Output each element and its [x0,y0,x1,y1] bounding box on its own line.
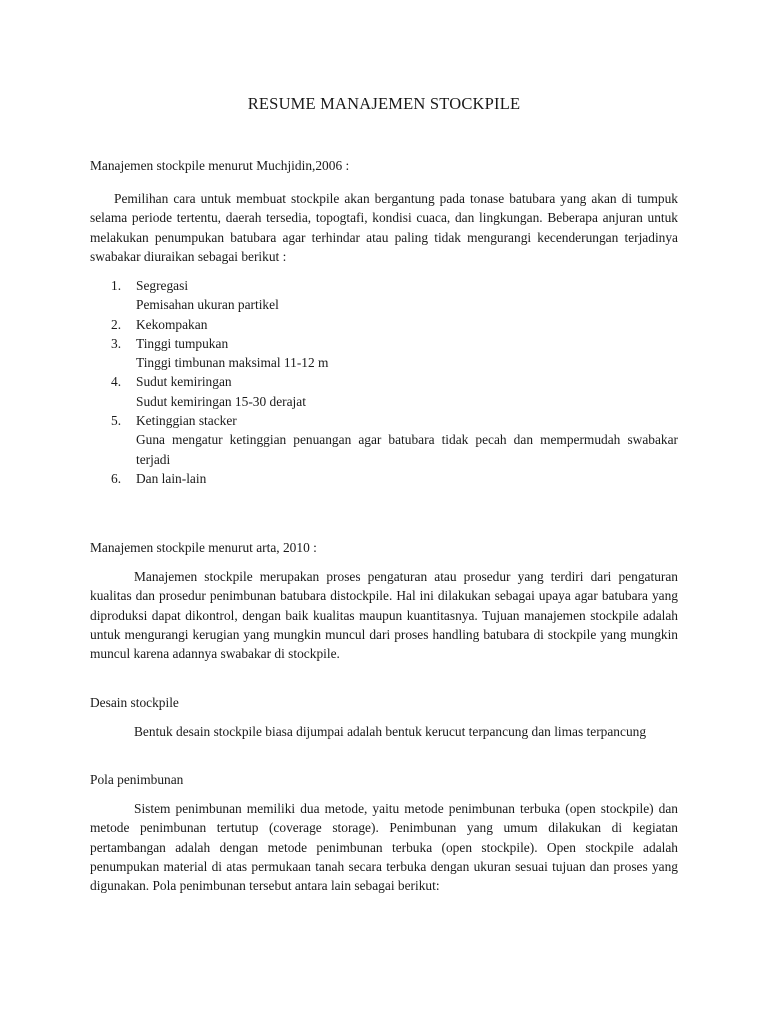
document-title: RESUME MANAJEMEN STOCKPILE [247,94,521,113]
list-item-label: Sudut kemiringan [136,374,232,390]
list-item-number: 2. [111,316,122,332]
section-heading-muchjidin: Manajemen stockpile menurut Muchjidin,2006 : [90,158,350,173]
list-item-detail: Pemisahan ukuran partikel [136,297,279,313]
list-item-number: 3. [111,335,122,351]
list-item [90,276,678,315]
list-item-detail: Sudut kemiringan 15-30 derajat [136,393,306,409]
list-item-label: Kekompakan [136,316,208,332]
list-item-detail: Guna mengatur ketinggian penuangan agar batubara tidak pecah dan mempermudah swabakar terjadi [136,432,678,467]
paragraph-pola: Sistem penimbunan memiliki dua metode, yaitu metode penimbunan terbuka (open stockpile) dan metode penimbunan tertutup (coverage storage). Penimbunan yang umum dilakukan di kegiatan pertambangan adalah dengan metode penimbunan terbuka (open stockpile). Open stockpile adalah penumpukan material di atas permukaan tanah secara terbuka dengan ukuran sesuai tujuan dan proses yang digunakan. Pola penimbunan tersebut antara lain sebagai berikut: [90,801,678,894]
list-item-label: Ketinggian stacker [136,413,237,429]
paragraph-arta: Manajemen stockpile merupakan proses pengaturan atau prosedur yang terdiri dari pengaturan kualitas dan prosedur penimbunan batubara distockpile. Hal ini dilakukan sebagai upaya agar batubara yang diproduksi dapat dikontrol, dengan baik kualitas maupun kuantitasnya. Tujuan manajemen stockpile adalah untuk mengurangi kerugian yang mungkin muncul dari proses handling batubara di stockpile yang mungkin muncul karena adannya swabakar di stockpile. [90,569,678,662]
paragraph-muchjidin: Pemilihan cara untuk membuat stockpile akan bergantung pada tonase batubara yang akan di tumpuk selama periode tertentu, daerah tersedia, topogtafi, kondisi cuaca, dan lingkungan. Beberapa anjuran untuk melakukan penumpukan batubara agar terhindar atau paling tidak mengurangi kecenderungan terjadinya swabakar diuraikan sebagai berikut : [90,191,678,264]
list-item [90,469,678,488]
list-item-label: Dan lain-lain [136,470,207,486]
list-item-number: 6. [111,470,122,486]
section-heading-pola: Pola penimbunan [90,772,184,787]
list-item-label: Tinggi tumpukan [136,335,229,351]
section-heading-desain: Desain stockpile [90,695,179,710]
paragraph-desain: Bentuk desain stockpile biasa dijumpai adalah bentuk kerucut terpancung dan limas terpancung [134,724,647,739]
list-item-label: Segregasi [136,278,189,293]
list-item-number: 1. [111,278,122,293]
list-item-number: 5. [111,413,122,429]
section-heading-arta: Manajemen stockpile menurut arta, 2010 : [90,540,317,555]
list-item [90,315,678,334]
list-item-detail: Tinggi timbunan maksimal 11-12 m [136,355,329,371]
swabakar-prevention-list [90,276,678,488]
list-item [90,372,678,411]
list-item [90,334,678,373]
list-item-number: 4. [111,374,122,390]
list-item [90,411,678,469]
